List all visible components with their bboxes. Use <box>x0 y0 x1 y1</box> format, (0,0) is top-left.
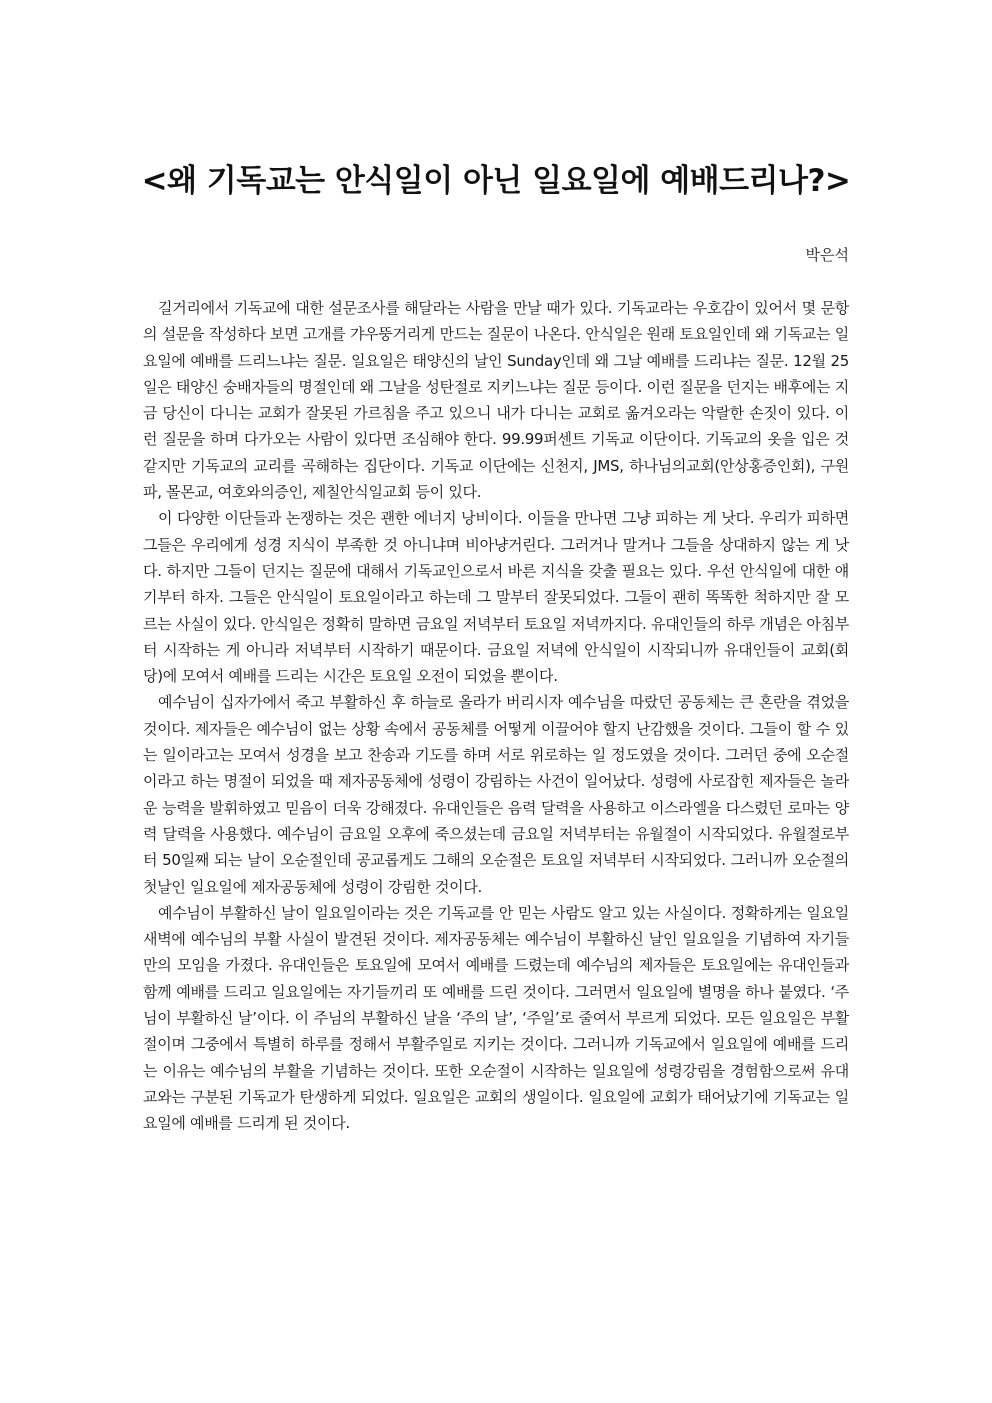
author-name: 박은석 <box>805 246 849 264</box>
body-paragraph: 예수님이 십자가에서 죽고 부활하신 후 하늘로 올라가 버리시자 예수님을 따랐던 공동체는 큰 혼란을 겪었을 것이다. 제자들은 예수님이 없는 상황 속에서 공동체를 어떻게 이끌어야 할지 난감했을 것이다. 그들이 할 수 있는 일이라고는 모여서 성경을 보고 찬송과 기도를 하며 서로 위로하는 일 정도였을 것이다. 그러던 중에 오순절이라고 하는 명절이 되었을 때 제자공동체에 성령이 강림하는 사건이 일어났다. 성령에 사로잡힌 제자들은 놀라운 능력을 발휘하였고 믿음이 더욱 강해졌다. 유대인들은 음력 달력을 사용하고 이스라엘을 다스렸던 로마는 양력 달력을 사용했다. 예수님이 금요일 오후에 죽으셨는데 금요일 저녁부터는 유월절이 시작되었다. 유월절로부터 50일째 되는 날이 오순절인데 공교롭게도 그해의 오순절은 토요일 저녁부터 시작되었다. 그러니까 오순절의 첫날인 일요일에 제자공동체에 성령이 강림한 것이다. <box>143 693 849 896</box>
document-body <box>143 295 849 1137</box>
body-paragraph: 이 다양한 이단들과 논쟁하는 것은 괜한 에너지 낭비이다. 이들을 만나면 그냥 피하는 게 낫다. 우리가 피하면 그들은 우리에게 성경 지식이 부족한 것 아니냐며 비아냥거린다. 그러거나 말거나 그들을 상대하지 않는 게 낫다. 하지만 그들이 던지는 질문에 대해서 기독교인으로서 바른 지식을 갖출 필요는 있다. 우선 안식일에 대한 얘기부터 하자. 그들은 안식일이 토요일이라고 하는데 그 말부터 잘못되었다. 그들이 괜히 똑똑한 척하지만 잘 모르는 사실이 있다. 안식일은 정확히 말하면 금요일 저녁부터 토요일 저녁까지다. 유대인들의 하루 개념은 아침부터 시작하는 게 아니라 저녁부터 시작하기 때문이다. 금요일 저녁에 안식일이 시작되니까 유대인들이 교회(회당)에 모여서 예배를 드리는 시간은 토요일 오전이 되었을 뿐이다. <box>143 509 849 686</box>
body-paragraph: 예수님이 부활하신 날이 일요일이라는 것은 기독교를 안 믿는 사람도 알고 있는 사실이다. 정확하게는 일요일 새벽에 예수님의 부활 사실이 발견된 것이다. 제자공동체는 예수님이 부활하신 날인 일요일을 기념하여 자기들만의 모임을 가졌다. 유대인들은 토요일에 모여서 예배를 드렸는데 예수님의 제자들은 토요일에는 유대인들과 함께 예배를 드리고 일요일에는 자기들끼리 또 예배를 드린 것이다. 그러면서 일요일에 별명을 하나 붙였다. ‘주님이 부활하신 날’이다. 이 주님의 부활하신 날을 ‘주의 날’, ‘주일’로 줄여서 부르게 되었다. 모든 일요일은 부활절이며 그중에서 특별히 하루를 정해서 부활주일로 지키는 것이다. 그러니까 기독교에서 일요일에 예배를 드리는 이유는 예수님의 부활을 기념하는 것이다. 또한 오순절이 시작하는 일요일에 성령강림을 경험함으로써 유대교와는 구분된 기독교가 탄생하게 되었다. 일요일은 교회의 생일이다. 일요일에 교회가 태어났기에 기독교는 일요일에 예배를 드리게 된 것이다. <box>143 903 849 1133</box>
body-paragraph: 길거리에서 기독교에 대한 설문조사를 해달라는 사람을 만날 때가 있다. 기독교라는 우호감이 있어서 몇 문항의 설문을 작성하다 보면 고개를 갸우뚱거리게 만드는 질문이 나온다. 안식일은 원래 토요일인데 왜 기독교는 일요일에 예배를 드리느냐는 질문. 일요일은 태양신의 날인 Sunday인데 왜 그날 예배를 드리냐는 질문. 12월 25일은 태양신 숭배자들의 명절인데 왜 그날을 성탄절로 지키느냐는 질문 등이다. 이런 질문을 던지는 배후에는 지금 당신이 다니는 교회가 잘못된 가르침을 주고 있으니 내가 다니는 교회로 옮겨오라는 악랄한 손짓이 있다. 이런 질문을 하며 다가오는 사람이 있다면 조심해야 한다. 99.99퍼센트 기독교 이단이다. 기독교의 옷을 입은 것 같지만 기독교의 교리를 곡해하는 집단이다. 기독교 이단에는 신천지, JMS, 하나님의교회(안상홍증인회), 구원파, 몰몬교, 여호와의증인, 제칠안식일교회 등이 있다. <box>143 299 849 502</box>
document-title: <왜 기독교는 안식일이 아닌 일요일에 예배드리나?> <box>141 163 851 199</box>
